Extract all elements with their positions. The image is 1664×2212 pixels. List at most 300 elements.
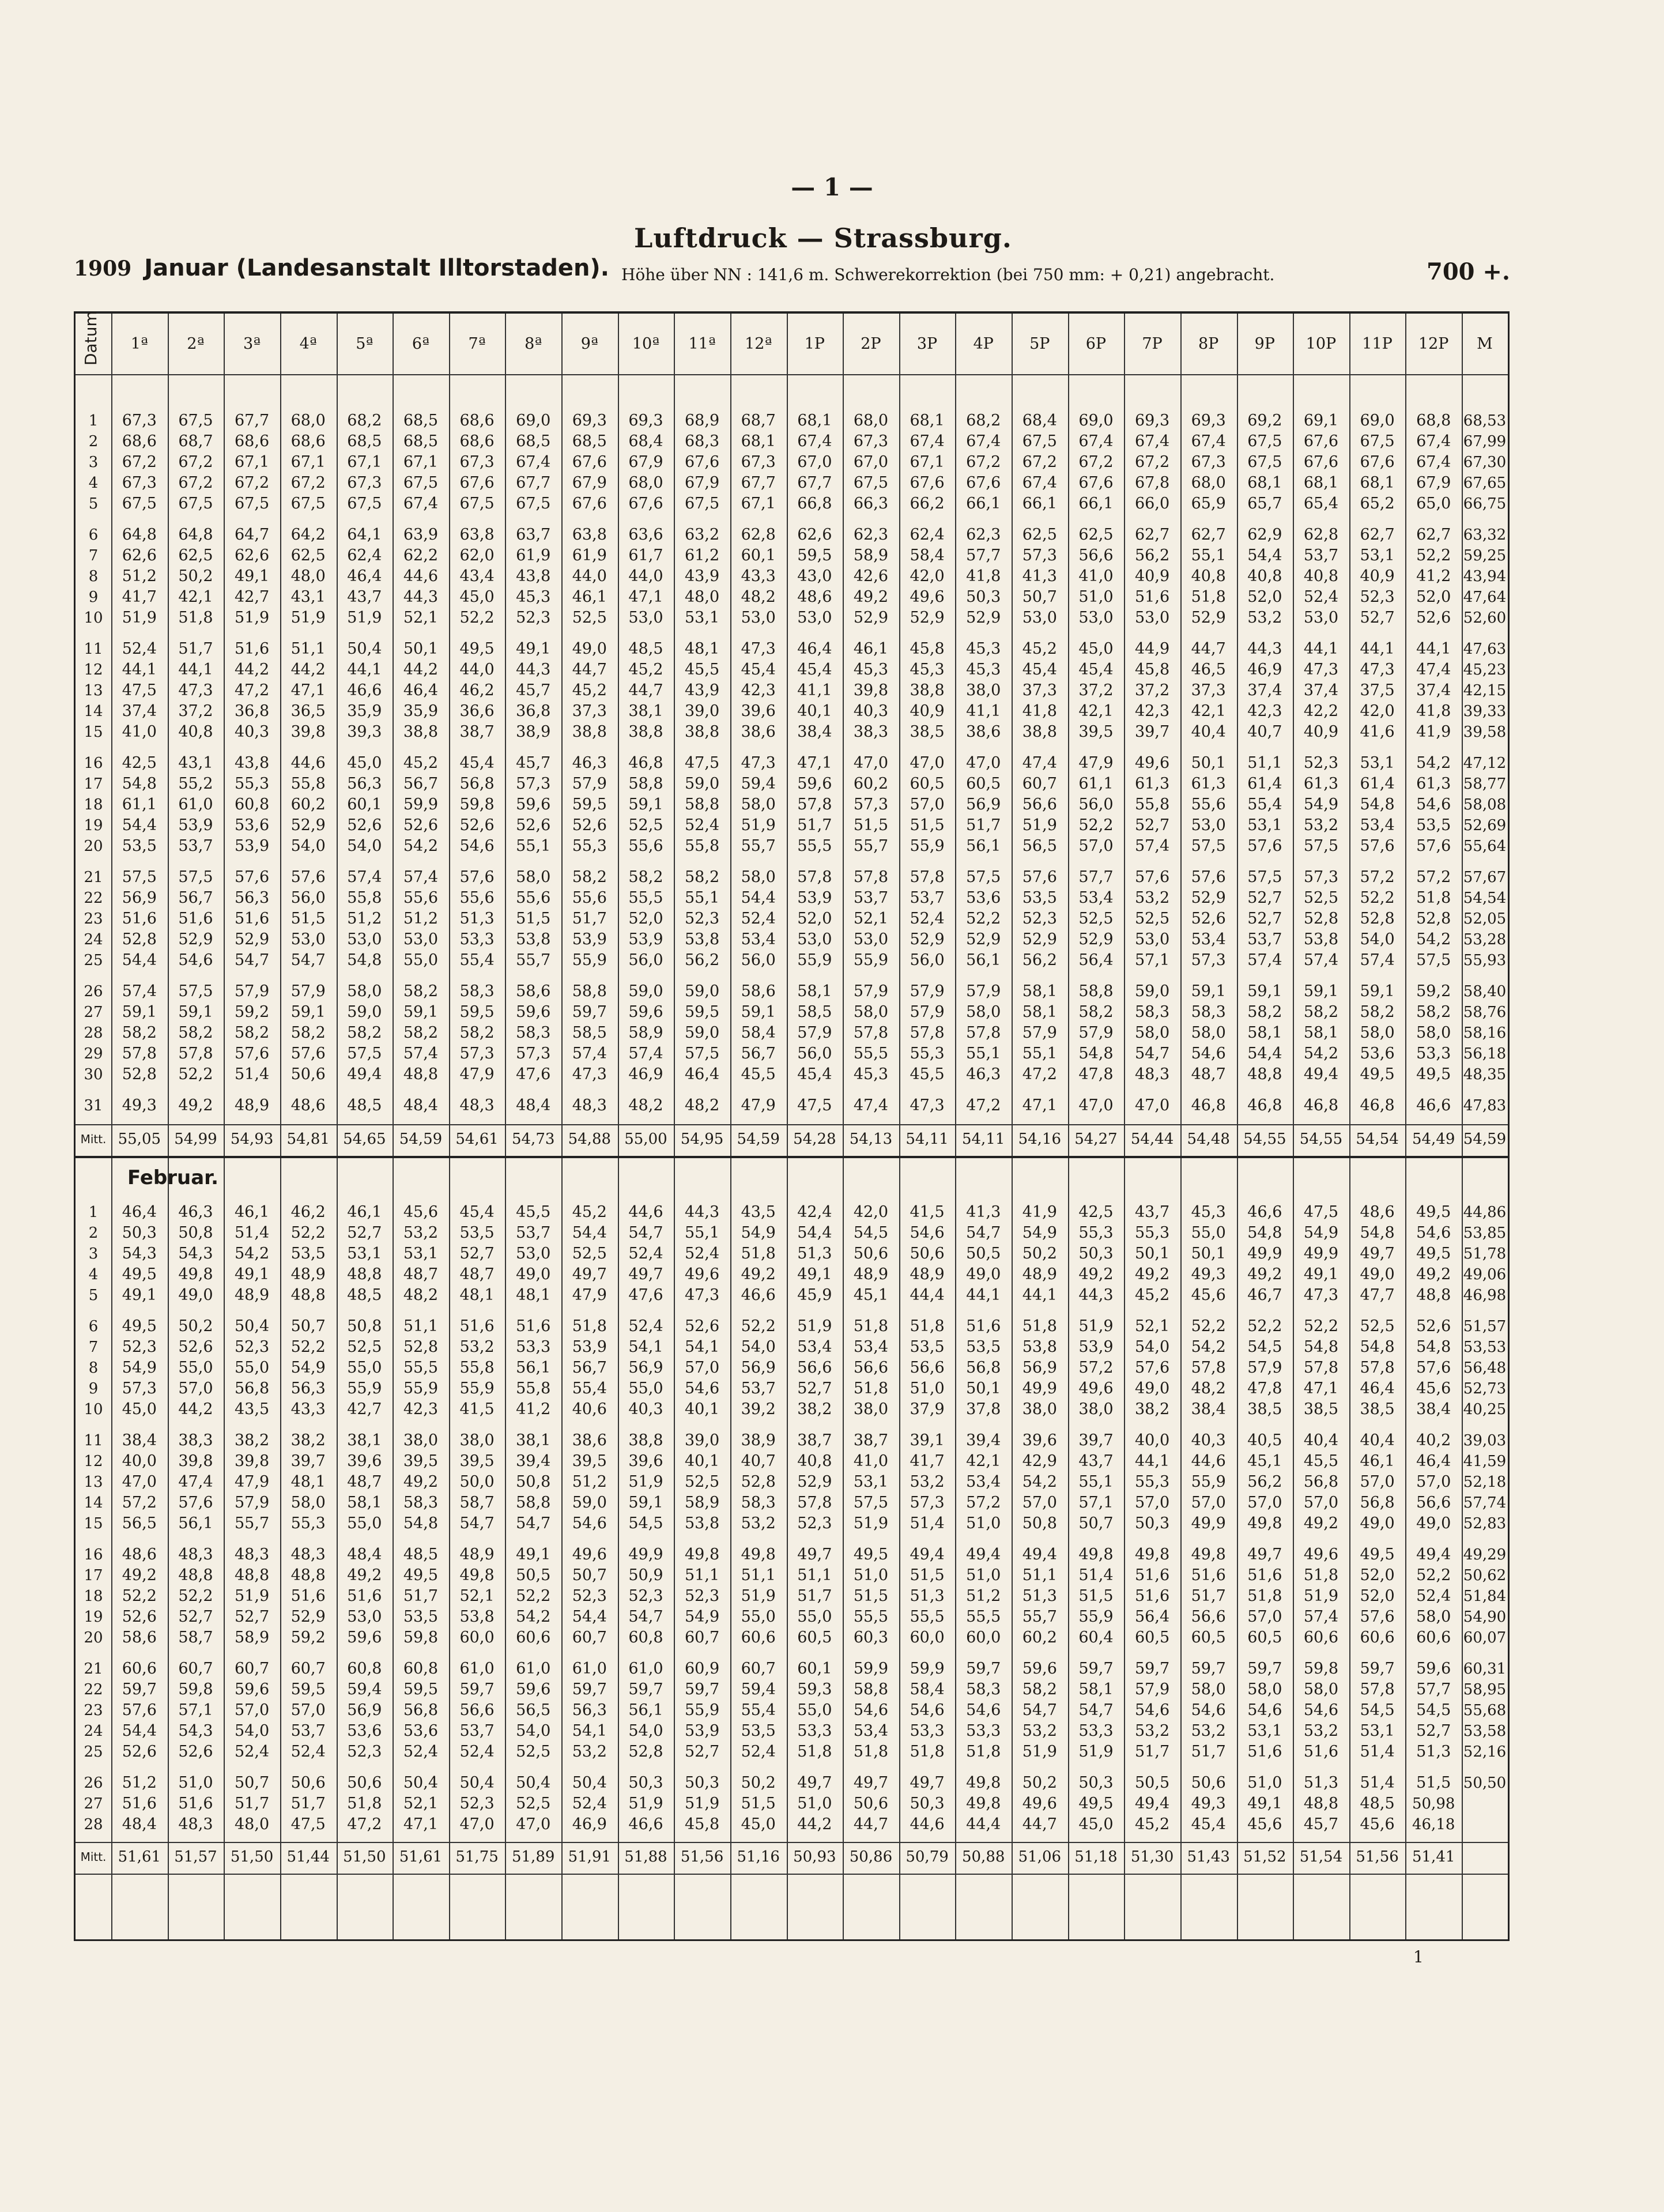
hourly-value: 57,7 xyxy=(1416,1680,1451,1698)
hourly-value: 54,8 xyxy=(1303,1338,1338,1356)
hourly-value: 46,1 xyxy=(572,588,607,606)
hourly-value: 50,8 xyxy=(1022,1514,1057,1532)
hourly-value: 55,4 xyxy=(459,951,495,969)
hourly-value: 52,2 xyxy=(966,910,1001,928)
hourly-value: 44,3 xyxy=(1247,640,1282,658)
hourly-mean: 54,48 xyxy=(1187,1131,1230,1148)
hourly-value: 39,5 xyxy=(459,1452,495,1470)
hourly-value: 58,9 xyxy=(853,547,888,564)
daily-mean: 53,58 xyxy=(1463,1723,1507,1740)
hourly-value: 67,6 xyxy=(966,474,1001,492)
table-row xyxy=(76,929,1508,950)
hourly-value: 47,2 xyxy=(966,1096,1001,1114)
day-number: 21 xyxy=(84,869,103,886)
hourly-value: 51,6 xyxy=(290,1587,326,1605)
hourly-value: 47,3 xyxy=(1303,1286,1338,1304)
hourly-value: 42,5 xyxy=(1078,1203,1114,1221)
hourly-value: 53,6 xyxy=(235,816,270,834)
daily-mean: 44,86 xyxy=(1463,1204,1507,1221)
hourly-value: 52,0 xyxy=(1360,1566,1395,1584)
hourly-value: 57,8 xyxy=(797,796,832,813)
hourly-value: 62,7 xyxy=(1416,526,1451,544)
hourly-value: 58,6 xyxy=(122,1629,157,1646)
hourly-value: 40,8 xyxy=(797,1452,832,1470)
hourly-value: 37,2 xyxy=(1135,681,1170,699)
hourly-value: 52,7 xyxy=(1135,816,1170,834)
day-number: 21 xyxy=(84,1660,103,1678)
hourly-value: 59,6 xyxy=(797,775,832,793)
hourly-value: 59,7 xyxy=(572,1680,607,1698)
hourly-value: 38,6 xyxy=(741,723,776,741)
hourly-value: 42,1 xyxy=(966,1452,1001,1470)
hourly-value: 40,9 xyxy=(1360,567,1395,585)
hourly-value: 57,1 xyxy=(178,1701,213,1719)
hourly-value: 39,4 xyxy=(516,1452,551,1470)
hourly-value: 58,0 xyxy=(1191,1024,1226,1042)
hourly-value: 53,9 xyxy=(628,930,663,948)
hourly-value: 67,1 xyxy=(741,495,776,513)
hourly-value: 40,9 xyxy=(1135,567,1170,585)
hourly-value: 52,2 xyxy=(1191,1317,1226,1335)
hourly-value: 51,0 xyxy=(966,1566,1001,1584)
hourly-mean: 54,49 xyxy=(1412,1131,1455,1148)
hourly-value: 48,5 xyxy=(1360,1795,1395,1812)
station-header xyxy=(74,255,609,281)
hourly-value: 67,8 xyxy=(1135,474,1170,492)
hourly-value: 58,9 xyxy=(685,1494,720,1512)
column-header: 5P xyxy=(1029,335,1050,353)
hourly-value: 56,8 xyxy=(459,775,495,793)
hourly-value: 59,7 xyxy=(966,1660,1001,1678)
hourly-value: 51,2 xyxy=(122,1774,157,1792)
hourly-value: 53,5 xyxy=(403,1608,438,1626)
hourly-value: 42,4 xyxy=(797,1203,832,1221)
day-number: 5 xyxy=(88,1287,99,1304)
hourly-value: 55,6 xyxy=(1191,796,1226,813)
hourly-value: 57,8 xyxy=(797,868,832,886)
hourly-value: 57,2 xyxy=(1360,868,1395,886)
daily-mean: 41,59 xyxy=(1463,1453,1507,1470)
hourly-value: 53,1 xyxy=(403,1245,438,1263)
hourly-value: 68,1 xyxy=(741,432,776,450)
hourly-value: 42,6 xyxy=(853,567,888,585)
hourly-value: 58,3 xyxy=(1135,1003,1170,1021)
daily-mean: 49,29 xyxy=(1463,1546,1507,1563)
hourly-value: 52,9 xyxy=(966,609,1001,627)
hourly-value: 54,8 xyxy=(122,775,157,793)
hourly-value: 60,7 xyxy=(1022,775,1057,793)
hourly-value: 54,2 xyxy=(1303,1045,1338,1062)
hourly-value: 52,3 xyxy=(685,910,720,928)
hourly-value: 68,2 xyxy=(347,412,382,429)
daily-mean: 39,33 xyxy=(1463,703,1507,720)
day-number: 18 xyxy=(84,796,103,813)
hourly-value: 69,2 xyxy=(1247,412,1282,429)
column-header: 1P xyxy=(804,335,825,353)
hourly-value: 58,3 xyxy=(741,1494,776,1512)
hourly-value: 53,2 xyxy=(1191,1722,1226,1740)
table-row xyxy=(76,1243,1508,1264)
hourly-value: 48,8 xyxy=(1303,1795,1338,1812)
hourly-mean: 54,59 xyxy=(737,1131,780,1148)
hourly-value: 58,0 xyxy=(347,982,382,1000)
hourly-value: 53,7 xyxy=(459,1722,495,1740)
daily-mean: 52,69 xyxy=(1463,817,1507,834)
table-row xyxy=(76,794,1508,815)
hourly-value: 50,3 xyxy=(1078,1245,1114,1263)
hourly-value: 54,7 xyxy=(290,951,326,969)
hourly-value: 38,4 xyxy=(797,723,832,741)
hourly-value: 46,4 xyxy=(685,1065,720,1083)
hourly-value: 49,7 xyxy=(797,1546,832,1563)
hourly-value: 57,9 xyxy=(910,982,945,1000)
hourly-value: 67,5 xyxy=(122,495,157,513)
hourly-value: 57,5 xyxy=(966,868,1001,886)
hourly-value: 68,4 xyxy=(1022,412,1057,429)
hourly-value: 46,9 xyxy=(1247,661,1282,679)
hourly-value: 69,3 xyxy=(572,412,607,429)
hourly-value: 44,4 xyxy=(966,1815,1001,1833)
hourly-value: 54,7 xyxy=(235,951,270,969)
hourly-value: 59,7 xyxy=(572,1003,607,1021)
hourly-value: 49,5 xyxy=(1416,1203,1451,1221)
mean-rule xyxy=(76,1124,1508,1125)
hourly-value: 59,5 xyxy=(685,1003,720,1021)
hourly-value: 45,1 xyxy=(1247,1452,1282,1470)
hourly-value: 54,9 xyxy=(741,1224,776,1242)
hourly-value: 57,6 xyxy=(290,1045,326,1062)
table-row xyxy=(76,1627,1508,1648)
daily-mean: 51,84 xyxy=(1463,1588,1507,1605)
station-info: Höhe über NN : 141,6 m. Schwerekorrektion (bei 750 mm: + 0,21) angebracht. xyxy=(621,265,1275,284)
hourly-value: 54,6 xyxy=(1191,1045,1226,1062)
hourly-value: 67,6 xyxy=(459,474,495,492)
hourly-value: 49,0 xyxy=(178,1286,213,1304)
hourly-value: 45,0 xyxy=(459,588,495,606)
hourly-mean: 51,75 xyxy=(455,1848,499,1866)
hourly-value: 43,1 xyxy=(178,754,213,772)
hourly-value: 54,2 xyxy=(1022,1473,1057,1491)
hourly-value: 49,2 xyxy=(347,1566,382,1584)
hourly-value: 51,9 xyxy=(1078,1317,1114,1335)
hourly-mean: 51,91 xyxy=(568,1848,612,1866)
hourly-value: 52,9 xyxy=(910,930,945,948)
hourly-value: 50,8 xyxy=(516,1473,551,1491)
hourly-value: 47,0 xyxy=(853,754,888,772)
hourly-value: 57,2 xyxy=(122,1494,157,1512)
hourly-value: 36,6 xyxy=(459,702,495,720)
hourly-value: 58,9 xyxy=(235,1629,270,1646)
hourly-value: 51,9 xyxy=(1303,1587,1338,1605)
hourly-value: 48,4 xyxy=(403,1096,438,1114)
hourly-value: 68,6 xyxy=(235,432,270,450)
column-header: 12P xyxy=(1418,335,1449,353)
hourly-value: 66,2 xyxy=(910,495,945,513)
table-row xyxy=(76,410,1508,431)
hourly-value: 58,2 xyxy=(347,1024,382,1042)
hourly-value: 51,8 xyxy=(853,1317,888,1335)
hourly-value: 41,1 xyxy=(966,702,1001,720)
hourly-value: 59,5 xyxy=(403,1680,438,1698)
hourly-value: 61,4 xyxy=(1247,775,1282,793)
hourly-value: 67,4 xyxy=(516,453,551,471)
hourly-value: 55,3 xyxy=(910,1045,945,1062)
hourly-value: 61,2 xyxy=(685,547,720,564)
column-header: 2ª xyxy=(187,335,205,353)
hourly-value: 41,0 xyxy=(122,723,157,741)
hourly-value: 47,5 xyxy=(685,754,720,772)
hourly-value: 41,8 xyxy=(1416,702,1451,720)
hourly-value: 38,1 xyxy=(516,1431,551,1449)
hourly-value: 62,7 xyxy=(1191,526,1226,544)
table-row xyxy=(76,660,1508,680)
hourly-value: 52,8 xyxy=(403,1338,438,1356)
hourly-value: 67,5 xyxy=(1022,432,1057,450)
hourly-value: 59,3 xyxy=(797,1680,832,1698)
hourly-value: 47,0 xyxy=(1135,1096,1170,1114)
day-number: 8 xyxy=(88,568,99,585)
daily-mean: 60,31 xyxy=(1463,1660,1507,1678)
hourly-value: 51,6 xyxy=(1135,1566,1170,1584)
hourly-value: 40,8 xyxy=(1247,567,1282,585)
hourly-value: 54,6 xyxy=(1135,1701,1170,1719)
hourly-value: 58,8 xyxy=(685,796,720,813)
hourly-value: 55,0 xyxy=(235,1359,270,1377)
hourly-value: 52,7 xyxy=(1416,1722,1451,1740)
hourly-value: 50,7 xyxy=(235,1774,270,1792)
hourly-value: 55,5 xyxy=(853,1608,888,1626)
hourly-value: 50,3 xyxy=(910,1795,945,1812)
hourly-value: 53,9 xyxy=(572,930,607,948)
hourly-value: 56,9 xyxy=(122,889,157,907)
hourly-value: 48,9 xyxy=(290,1265,326,1283)
hourly-value: 51,5 xyxy=(1078,1587,1114,1605)
hourly-value: 56,0 xyxy=(1078,796,1114,813)
hourly-value: 38,0 xyxy=(1022,1400,1057,1418)
hourly-value: 49,1 xyxy=(516,640,551,658)
daily-mean: 52,05 xyxy=(1463,910,1507,928)
hourly-value: 59,1 xyxy=(628,1494,663,1512)
hourly-value: 53,7 xyxy=(178,837,213,855)
hourly-value: 55,6 xyxy=(572,889,607,907)
hourly-value: 54,7 xyxy=(1135,1045,1170,1062)
hourly-value: 59,1 xyxy=(1303,982,1338,1000)
hourly-value: 55,0 xyxy=(178,1359,213,1377)
hourly-value: 53,1 xyxy=(1247,816,1282,834)
hourly-mean: 54,11 xyxy=(961,1131,1005,1148)
hourly-value: 53,7 xyxy=(741,1380,776,1397)
hourly-value: 52,8 xyxy=(122,930,157,948)
hourly-value: 67,6 xyxy=(572,453,607,471)
hourly-value: 57,6 xyxy=(1360,1608,1395,1626)
hourly-value: 44,9 xyxy=(1135,640,1170,658)
hourly-value: 41,5 xyxy=(459,1400,495,1418)
hourly-value: 53,2 xyxy=(572,1743,607,1761)
day-number: 11 xyxy=(84,640,103,658)
hourly-value: 53,0 xyxy=(1303,609,1338,627)
hourly-value: 56,6 xyxy=(1022,796,1057,813)
hourly-value: 57,9 xyxy=(853,982,888,1000)
hourly-value: 59,2 xyxy=(1416,982,1451,1000)
hourly-value: 52,8 xyxy=(1416,910,1451,928)
hourly-value: 60,6 xyxy=(741,1629,776,1646)
hourly-value: 45,5 xyxy=(516,1203,551,1221)
hourly-value: 50,6 xyxy=(1191,1774,1226,1792)
hourly-value: 53,9 xyxy=(797,889,832,907)
footer-mark: 1 xyxy=(1413,1947,1424,1966)
hourly-value: 60,5 xyxy=(1191,1629,1226,1646)
hourly-value: 58,0 xyxy=(966,1003,1001,1021)
hourly-value: 57,3 xyxy=(1191,951,1226,969)
hourly-value: 49,0 xyxy=(516,1265,551,1283)
hourly-value: 54,0 xyxy=(347,837,382,855)
hourly-value: 59,0 xyxy=(572,1494,607,1512)
table-row xyxy=(76,452,1508,473)
hourly-value: 57,9 xyxy=(1078,1024,1114,1042)
hourly-value: 60,2 xyxy=(1022,1629,1057,1646)
hourly-value: 57,8 xyxy=(1360,1359,1395,1377)
hourly-value: 59,6 xyxy=(516,1680,551,1698)
hourly-value: 55,5 xyxy=(797,837,832,855)
hourly-value: 47,1 xyxy=(628,588,663,606)
hourly-value: 39,6 xyxy=(628,1452,663,1470)
table-row xyxy=(76,867,1508,888)
hourly-value: 67,5 xyxy=(1247,453,1282,471)
table-row xyxy=(76,1513,1508,1534)
hourly-value: 48,5 xyxy=(403,1546,438,1563)
hourly-value: 60,8 xyxy=(347,1660,382,1678)
hourly-value: 59,9 xyxy=(910,1660,945,1678)
hourly-value: 51,9 xyxy=(685,1795,720,1812)
column-header: 6P xyxy=(1085,335,1107,353)
hourly-value: 48,8 xyxy=(290,1566,326,1584)
hourly-value: 46,8 xyxy=(1360,1096,1395,1114)
hourly-value: 58,2 xyxy=(1303,1003,1338,1021)
hourly-value: 49,0 xyxy=(1360,1514,1395,1532)
hourly-value: 58,8 xyxy=(516,1494,551,1512)
day-number: 1 xyxy=(88,1204,99,1221)
column-header: 8P xyxy=(1198,335,1219,353)
hourly-value: 57,0 xyxy=(290,1701,326,1719)
hourly-value: 47,3 xyxy=(685,1286,720,1304)
hourly-value: 48,6 xyxy=(1360,1203,1395,1221)
hourly-value: 39,5 xyxy=(1078,723,1114,741)
hourly-value: 44,3 xyxy=(516,661,551,679)
hourly-value: 54,7 xyxy=(628,1224,663,1242)
hourly-value: 46,3 xyxy=(966,1065,1001,1083)
hourly-value: 57,8 xyxy=(910,868,945,886)
hourly-value: 55,0 xyxy=(347,1359,382,1377)
hourly-value: 40,4 xyxy=(1303,1431,1338,1449)
hourly-value: 53,2 xyxy=(1135,889,1170,907)
hourly-value: 56,6 xyxy=(459,1701,495,1719)
hourly-value: 47,9 xyxy=(741,1096,776,1114)
hourly-value: 49,3 xyxy=(1191,1795,1226,1812)
daily-mean: 50,98 xyxy=(1412,1795,1455,1812)
hourly-value: 49,5 xyxy=(1360,1546,1395,1563)
hourly-value: 49,9 xyxy=(1303,1245,1338,1263)
hourly-value: 54,3 xyxy=(178,1245,213,1263)
hourly-value: 38,5 xyxy=(1360,1400,1395,1418)
hourly-value: 47,7 xyxy=(1360,1286,1395,1304)
hourly-value: 67,7 xyxy=(516,474,551,492)
hourly-value: 53,5 xyxy=(910,1338,945,1356)
hourly-value: 40,7 xyxy=(741,1452,776,1470)
hourly-value: 56,3 xyxy=(235,889,270,907)
hourly-value: 40,7 xyxy=(1247,723,1282,741)
hourly-value: 44,1 xyxy=(1303,640,1338,658)
hourly-value: 49,4 xyxy=(1022,1546,1057,1563)
daily-mean: 47,12 xyxy=(1463,755,1507,772)
hourly-value: 54,3 xyxy=(122,1245,157,1263)
hourly-value: 47,1 xyxy=(1022,1096,1057,1114)
hourly-value: 37,8 xyxy=(966,1400,1001,1418)
hourly-value: 66,1 xyxy=(966,495,1001,513)
hourly-value: 57,7 xyxy=(966,547,1001,564)
hourly-value: 54,9 xyxy=(1303,1224,1338,1242)
hourly-value: 63,8 xyxy=(572,526,607,544)
hourly-value: 59,7 xyxy=(459,1680,495,1698)
hourly-value: 50,2 xyxy=(178,567,213,585)
hourly-value: 56,1 xyxy=(966,837,1001,855)
hourly-value: 46,1 xyxy=(1360,1452,1395,1470)
hourly-value: 58,0 xyxy=(1303,1680,1338,1698)
hourly-mean: 54,11 xyxy=(905,1131,949,1148)
daily-mean: 51,57 xyxy=(1463,1318,1507,1335)
hourly-mean: 54,88 xyxy=(568,1131,612,1148)
hourly-mean: 51,44 xyxy=(286,1848,330,1866)
hourly-value: 52,3 xyxy=(628,1587,663,1605)
column-header: 10P xyxy=(1305,335,1337,353)
hourly-value: 57,5 xyxy=(347,1045,382,1062)
hourly-value: 62,2 xyxy=(403,547,438,564)
hourly-value: 59,7 xyxy=(1360,1660,1395,1678)
table-row xyxy=(76,1565,1508,1586)
hourly-value: 54,1 xyxy=(685,1338,720,1356)
hourly-value: 59,6 xyxy=(235,1680,270,1698)
hourly-mean: 51,16 xyxy=(737,1848,780,1866)
hourly-value: 55,8 xyxy=(685,837,720,855)
hourly-value: 52,4 xyxy=(459,1743,495,1761)
hourly-value: 51,2 xyxy=(122,567,157,585)
hourly-value: 59,7 xyxy=(685,1680,720,1698)
hourly-value: 56,6 xyxy=(1191,1608,1226,1626)
hourly-value: 52,1 xyxy=(1135,1317,1170,1335)
hourly-value: 57,0 xyxy=(1416,1473,1451,1491)
hourly-value: 47,0 xyxy=(122,1473,157,1491)
hourly-value: 56,2 xyxy=(1247,1473,1282,1491)
hourly-value: 44,7 xyxy=(628,681,663,699)
hourly-value: 52,0 xyxy=(1360,1587,1395,1605)
daily-mean: 59,25 xyxy=(1463,547,1507,564)
hourly-value: 53,8 xyxy=(1303,930,1338,948)
hourly-value: 53,4 xyxy=(853,1722,888,1740)
hourly-value: 36,8 xyxy=(516,702,551,720)
hourly-value: 67,1 xyxy=(290,453,326,471)
hourly-value: 58,2 xyxy=(459,1024,495,1042)
table-row xyxy=(76,1700,1508,1721)
hourly-value: 48,2 xyxy=(628,1096,663,1114)
hourly-value: 47,0 xyxy=(966,754,1001,772)
hourly-value: 45,3 xyxy=(1191,1203,1226,1221)
hourly-value: 44,2 xyxy=(290,661,326,679)
daily-mean: 52,60 xyxy=(1463,609,1507,627)
hourly-value: 52,4 xyxy=(403,1743,438,1761)
hourly-value: 67,4 xyxy=(1135,432,1170,450)
mean-rule xyxy=(76,1874,1508,1875)
hourly-value: 40,1 xyxy=(685,1400,720,1418)
hourly-value: 67,5 xyxy=(178,412,213,429)
